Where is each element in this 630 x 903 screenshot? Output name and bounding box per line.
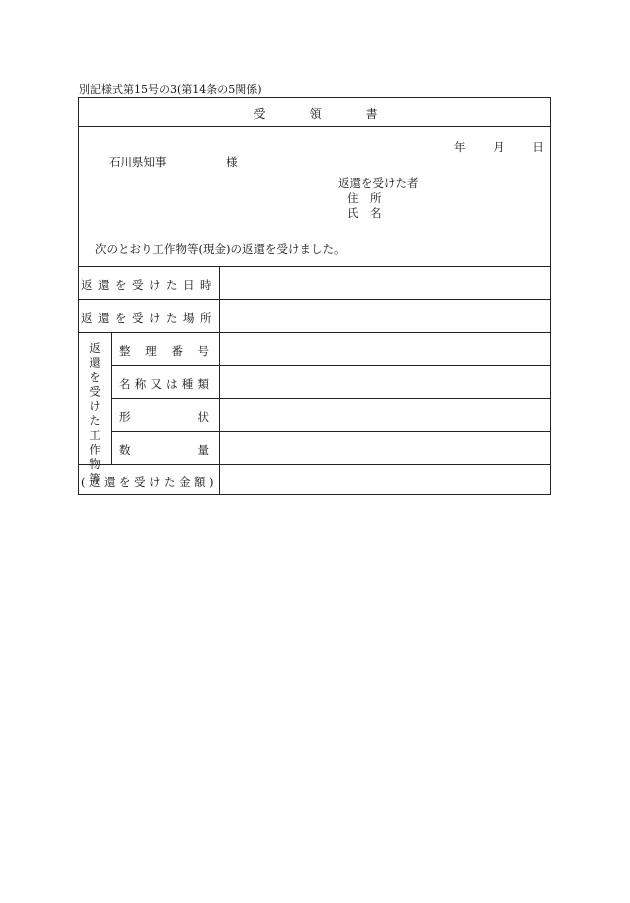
name-type-char: 類 <box>197 377 209 391</box>
quantity-char: 量 <box>197 443 209 457</box>
column-divider <box>219 266 220 495</box>
form-title: 受領書 <box>253 107 422 121</box>
return-place-label: 返還を受けた場所 <box>81 311 217 325</box>
serial-char: 号 <box>197 344 209 358</box>
serial-char: 理 <box>145 344 157 358</box>
quantity-char: 数 <box>119 443 131 457</box>
receipt-form <box>78 97 551 495</box>
shape-label <box>119 409 209 425</box>
divider <box>79 464 550 465</box>
divider <box>111 398 550 399</box>
divider <box>111 365 550 366</box>
day-label: 日 <box>532 140 544 154</box>
statement: 次のとおり工作物等(現金)の返還を受けました。 <box>95 242 346 256</box>
name-type-char: 又 <box>150 377 162 391</box>
serial-number-label <box>119 343 209 359</box>
name-type-char: 称 <box>134 377 147 391</box>
divider <box>79 126 550 127</box>
year-label: 年 <box>454 140 466 154</box>
serial-char: 整 <box>119 344 131 358</box>
address-label: 住 所 <box>347 191 382 205</box>
date-line <box>454 139 544 155</box>
amount-label: (返還を受けた金額) <box>81 475 217 489</box>
serial-char: 番 <box>171 344 183 358</box>
shape-char: 形 <box>119 410 131 424</box>
honorific: 様 <box>226 155 238 169</box>
month-label: 月 <box>493 140 505 154</box>
addressee: 石川県知事 <box>109 155 167 169</box>
group-divider <box>111 332 112 464</box>
return-datetime-label: 返還を受けた日時 <box>81 278 217 292</box>
name-type-char: 種 <box>181 377 194 391</box>
quantity-label <box>119 442 209 458</box>
recipient-heading: 返還を受けた者 <box>338 176 419 190</box>
name-or-type-label <box>119 376 209 392</box>
structures-group-label: 返還を受けた工作物等 <box>88 342 102 487</box>
divider <box>79 266 550 267</box>
divider <box>79 299 550 300</box>
name-label: 氏 名 <box>347 206 382 220</box>
name-type-char: は <box>166 377 178 391</box>
divider <box>79 332 550 333</box>
divider <box>111 431 550 432</box>
name-type-char: 名 <box>119 377 131 391</box>
shape-char: 状 <box>197 410 209 424</box>
form-caption: 別記様式第15号の3(第14条の5関係) <box>79 83 262 96</box>
